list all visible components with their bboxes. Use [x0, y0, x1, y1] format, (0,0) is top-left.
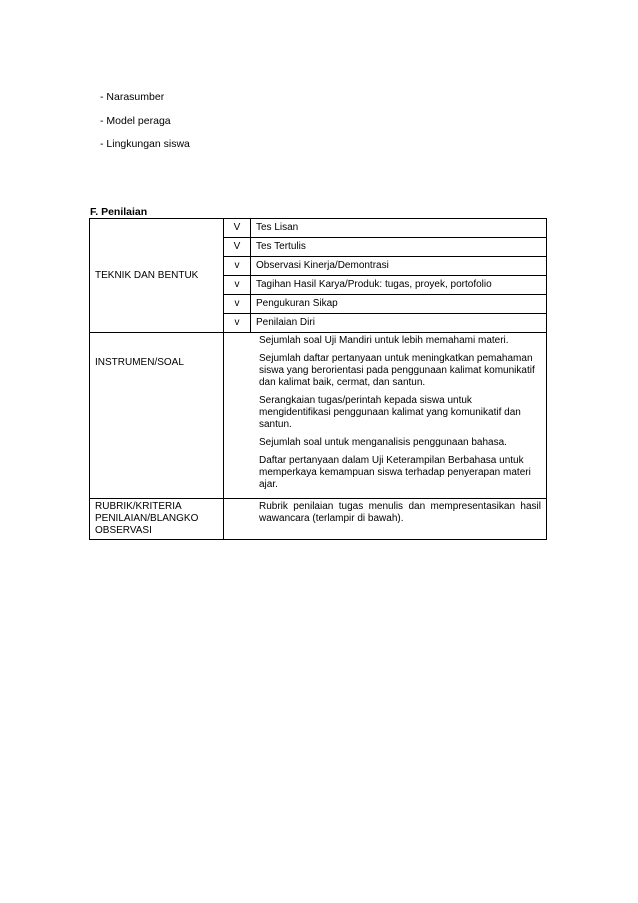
instrumen-item: Sejumlah soal Uji Mandiri untuk lebih memahami materi. — [259, 335, 509, 346]
check-mark: V — [224, 219, 251, 238]
check-mark: v — [224, 276, 251, 295]
list-item: - Lingkungan siswa — [100, 138, 190, 150]
media-list — [100, 90, 190, 161]
teknik-option: Pengukuran Sikap — [251, 295, 547, 314]
teknik-option: Tagihan Hasil Karya/Produk: tugas, proyek, portofolio — [251, 276, 547, 295]
list-item: - Model peraga — [100, 114, 171, 127]
teknik-option: Penilaian Diri — [251, 314, 547, 333]
instrumen-cell — [224, 333, 547, 499]
instrumen-item: Sejumlah daftar pertanyaan untuk meningkatkan pemahaman siswa yang berorientasi pada penggunaan kalimat komunikatif dan kalimat baik, cermat, dan santun. — [259, 353, 535, 388]
section-title: F. Penilaian — [90, 206, 148, 218]
rubrik-label: RUBRIK/KRITERIA PENILAIAN/BLANGKO OBSERVASI — [90, 499, 224, 540]
teknik-label: TEKNIK DAN BENTUK — [90, 219, 224, 333]
check-mark: v — [224, 257, 251, 276]
check-mark: v — [224, 314, 251, 333]
instrumen-item: Daftar pertanyaan dalam Uji Keterampilan Berbahasa untuk memperkaya kemampuan siswa terhadap penyerapan materi ajar. — [259, 455, 531, 490]
list-item: - Narasumber — [100, 91, 165, 103]
rubrik-text: Rubrik penilaian tugas menulis dan mempresentasikan hasil wawancara (terlampir di bawah). — [259, 501, 541, 524]
table-row — [90, 219, 547, 238]
table-row — [90, 333, 547, 499]
assessment-table — [89, 218, 547, 540]
check-mark: V — [224, 238, 251, 257]
teknik-option: Observasi Kinerja/Demontrasi — [251, 257, 547, 276]
instrumen-label: INSTRUMEN/SOAL — [90, 333, 224, 499]
teknik-option: Tes Tertulis — [251, 238, 547, 257]
instrumen-item: Sejumlah soal untuk menganalisis penggunaan bahasa. — [259, 437, 507, 448]
check-mark: v — [224, 295, 251, 314]
table-row — [90, 499, 547, 540]
rubrik-cell — [224, 499, 547, 540]
instrumen-item: Serangkaian tugas/perintah kepada siswa untuk mengidentifikasi penggunaan kalimat yang komunikatif dan santun. — [259, 395, 521, 430]
teknik-option: Tes Lisan — [251, 219, 547, 238]
